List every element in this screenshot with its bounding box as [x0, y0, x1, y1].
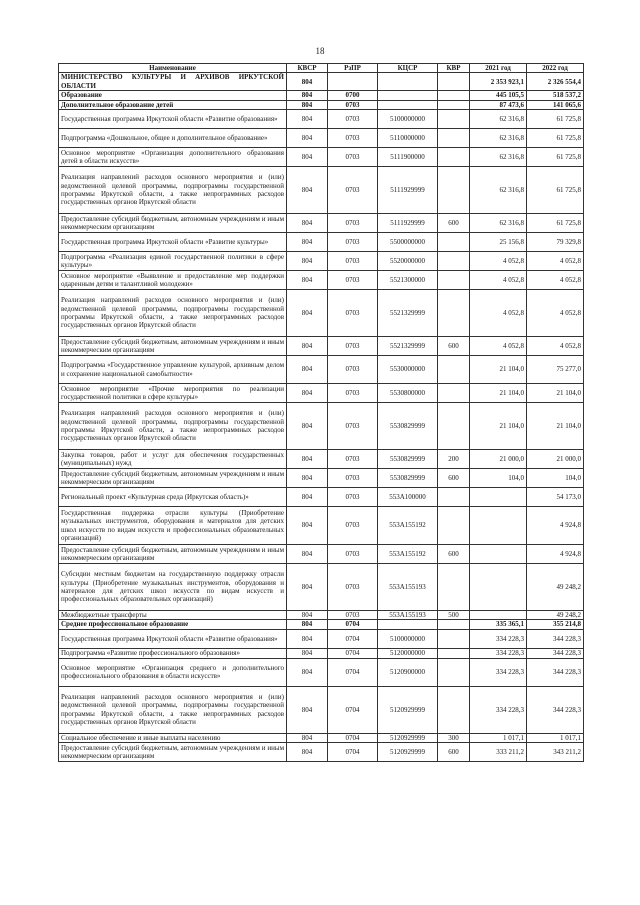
table-row [59, 384, 584, 403]
row-rzpr: 0703 [328, 252, 378, 271]
row-kvsr: 804 [287, 337, 328, 356]
row-name: Подпрограмма «Развитие профессионального образования» [59, 648, 287, 658]
row-2021: 4 052,8 [470, 252, 527, 271]
row-kcsr: 553A155193 [378, 564, 438, 611]
row-name: Предоставление субсидий бюджетным, автономным учреждениям и иным некоммерческим организациям [59, 545, 287, 564]
row-kvr [438, 252, 470, 271]
row-kvr [438, 233, 470, 252]
row-2022: 343 211,2 [527, 743, 584, 762]
row-kvr [438, 686, 470, 733]
header-row [59, 64, 584, 73]
row-2021: 62 316,8 [470, 148, 527, 167]
row-2021: 21 000,0 [470, 450, 527, 469]
row-name: Социальное обеспечение и иные выплаты населению [59, 733, 287, 742]
row-2022: 344 228,3 [527, 658, 584, 686]
row-kvsr: 804 [287, 564, 328, 611]
table-row [59, 488, 584, 507]
row-rzpr: 0703 [328, 214, 378, 233]
row-2022: 21 104,0 [527, 403, 584, 450]
row-kcsr: 5120929999 [378, 686, 438, 733]
row-name: Основное мероприятие «Организация среднего и дополнительного профессионального образования в области искусств» [59, 658, 287, 686]
row-2022: 4 052,8 [527, 337, 584, 356]
row-rzpr: 0703 [328, 384, 378, 403]
row-kcsr [378, 91, 438, 100]
row-name: Подпрограмма «Реализация единой государственной политики в сфере культуры» [59, 252, 287, 271]
row-kvsr: 804 [287, 469, 328, 488]
row-kcsr: 5530000000 [378, 356, 438, 384]
row-2021: 4 052,8 [470, 337, 527, 356]
row-kcsr: 5120900000 [378, 658, 438, 686]
row-kvr: 600 [438, 469, 470, 488]
row-2022: 75 277,0 [527, 356, 584, 384]
table-row [59, 337, 584, 356]
row-rzpr: 0703 [328, 290, 378, 337]
row-2021: 25 156,8 [470, 233, 527, 252]
row-kcsr: 553A155193 [378, 611, 438, 620]
row-2022: 61 725,8 [527, 129, 584, 148]
row-kcsr: 5120000000 [378, 648, 438, 658]
row-kvsr: 804 [287, 110, 328, 129]
row-2021: 334 228,3 [470, 648, 527, 658]
header-2022: 2022 год [527, 64, 584, 73]
header-rzpr: РзПР [328, 64, 378, 73]
row-kvsr: 804 [287, 233, 328, 252]
table-row [59, 629, 584, 648]
row-name: Межбюджетные трансферты [59, 611, 287, 620]
table-row [59, 545, 584, 564]
row-name: Среднее профессиональное образование [59, 620, 287, 629]
header-name: Наименование [59, 64, 287, 73]
row-kvsr: 804 [287, 252, 328, 271]
table-row [59, 611, 584, 620]
row-kvr: 600 [438, 337, 470, 356]
row-2022: 4 052,8 [527, 271, 584, 290]
table-row [59, 356, 584, 384]
row-2021 [470, 507, 527, 545]
table-body [59, 73, 584, 762]
row-kcsr: 553A100000 [378, 488, 438, 507]
row-kvr [438, 129, 470, 148]
row-name: Региональный проект «Культурная среда (Иркутская область)» [59, 488, 287, 507]
row-name: Государственная программа Иркутской области «Развитие образования» [59, 629, 287, 648]
row-kvr [438, 658, 470, 686]
row-kvr [438, 507, 470, 545]
row-2022: 344 228,3 [527, 648, 584, 658]
table-row [59, 73, 584, 91]
row-rzpr: 0703 [328, 403, 378, 450]
row-kvsr: 804 [287, 271, 328, 290]
row-2022: 21 000,0 [527, 450, 584, 469]
row-rzpr: 0703 [328, 167, 378, 214]
row-kcsr: 5530800000 [378, 384, 438, 403]
row-2021: 62 316,8 [470, 129, 527, 148]
row-name: Образование [59, 91, 287, 100]
row-kvr [438, 620, 470, 629]
row-kcsr: 5521329999 [378, 337, 438, 356]
row-rzpr: 0703 [328, 129, 378, 148]
row-name: Государственная программа Иркутской области «Развитие образования» [59, 110, 287, 129]
row-2021: 333 211,2 [470, 743, 527, 762]
table-row [59, 743, 584, 762]
row-kvsr: 804 [287, 290, 328, 337]
table-row [59, 507, 584, 545]
row-kcsr [378, 620, 438, 629]
row-kvr: 600 [438, 214, 470, 233]
row-rzpr: 0703 [328, 450, 378, 469]
row-2022: 4 052,8 [527, 252, 584, 271]
row-rzpr: 0703 [328, 148, 378, 167]
row-kcsr: 5530829999 [378, 450, 438, 469]
row-name: Закупка товаров, работ и услуг для обеспечения государственных (муниципальных) нужд [59, 450, 287, 469]
row-rzpr: 0703 [328, 271, 378, 290]
page-number: 18 [315, 46, 325, 56]
table-row [59, 214, 584, 233]
row-rzpr: 0704 [328, 658, 378, 686]
row-2021: 62 316,8 [470, 110, 527, 129]
row-name: Предоставление субсидий бюджетным, автономным учреждениям и иным некоммерческим организациям [59, 214, 287, 233]
row-2021: 335 365,1 [470, 620, 527, 629]
row-2021: 62 316,8 [470, 214, 527, 233]
row-kvr [438, 73, 470, 91]
row-kvr [438, 110, 470, 129]
row-rzpr: 0700 [328, 91, 378, 100]
row-2022: 61 725,8 [527, 110, 584, 129]
row-2021: 21 104,0 [470, 384, 527, 403]
table-row [59, 403, 584, 450]
row-2021: 62 316,8 [470, 167, 527, 214]
header-2021: 2021 год [470, 64, 527, 73]
row-kcsr: 5530829999 [378, 403, 438, 450]
row-kvr [438, 629, 470, 648]
row-2021: 87 473,6 [470, 100, 527, 109]
row-name: Основное мероприятие «Организация дополнительного образования детей в области искусств» [59, 148, 287, 167]
row-2022: 61 725,8 [527, 167, 584, 214]
row-kcsr [378, 73, 438, 91]
row-2021: 334 228,3 [470, 658, 527, 686]
row-kcsr: 5520000000 [378, 252, 438, 271]
row-rzpr: 0704 [328, 733, 378, 742]
row-kcsr [378, 100, 438, 109]
row-kcsr: 5521329999 [378, 290, 438, 337]
row-rzpr: 0704 [328, 629, 378, 648]
row-name: Дополнительное образование детей [59, 100, 287, 109]
row-rzpr: 0703 [328, 337, 378, 356]
row-name: Предоставление субсидий бюджетным, автономным учреждениям и иным некоммерческим организациям [59, 743, 287, 762]
row-kcsr: 553A155192 [378, 545, 438, 564]
row-kvr [438, 564, 470, 611]
row-kvr [438, 648, 470, 658]
row-rzpr: 0703 [328, 356, 378, 384]
header-kvr: КВР [438, 64, 470, 73]
row-kvsr: 804 [287, 686, 328, 733]
row-name: МИНИСТЕРСТВО КУЛЬТУРЫ И АРХИВОВ ИРКУТСКОЙ ОБЛАСТИ [59, 73, 287, 91]
row-2022: 1 017,1 [527, 733, 584, 742]
row-rzpr: 0703 [328, 233, 378, 252]
row-2022: 344 228,3 [527, 686, 584, 733]
row-kvsr: 804 [287, 403, 328, 450]
row-2022: 61 725,8 [527, 148, 584, 167]
row-kvr: 500 [438, 611, 470, 620]
table-row [59, 620, 584, 629]
row-kcsr: 553A155192 [378, 507, 438, 545]
row-kvr [438, 384, 470, 403]
row-kcsr: 5111929999 [378, 214, 438, 233]
row-2021: 104,0 [470, 469, 527, 488]
row-kcsr: 5100000000 [378, 629, 438, 648]
table-row [59, 658, 584, 686]
row-2022: 61 725,8 [527, 214, 584, 233]
table-row [59, 686, 584, 733]
row-kcsr: 5521300000 [378, 271, 438, 290]
row-kvsr: 804 [287, 384, 328, 403]
row-kvr [438, 403, 470, 450]
row-kvsr: 804 [287, 356, 328, 384]
row-kvsr: 804 [287, 91, 328, 100]
row-name: Предоставление субсидий бюджетным, автономным учреждениям и иным некоммерческим организациям [59, 337, 287, 356]
row-2022: 4 924,8 [527, 545, 584, 564]
row-name: Реализация направлений расходов основного мероприятия и (или) ведомственной целевой программы, подпрограммы государственной программы Иркутской области, а также непрограммных расходов государственных органов Иркутской области [59, 403, 287, 450]
row-2021: 21 104,0 [470, 403, 527, 450]
row-kcsr: 5100000000 [378, 110, 438, 129]
row-2022: 2 326 554,4 [527, 73, 584, 91]
row-kvr [438, 167, 470, 214]
header-kvsr: КВСР [287, 64, 328, 73]
row-2021 [470, 488, 527, 507]
row-2022: 344 228,3 [527, 629, 584, 648]
row-kvsr: 804 [287, 214, 328, 233]
row-2022: 21 104,0 [527, 384, 584, 403]
header-kcsr: КЦСР [378, 64, 438, 73]
row-kvr: 300 [438, 733, 470, 742]
row-name: Основное мероприятие «Выявление и предоставление мер поддержки одаренным детям и талантливой молодежи» [59, 271, 287, 290]
row-name: Подпрограмма «Государственное управление культурой, архивным делом и сохранение национальной самобытности» [59, 356, 287, 384]
row-kvsr: 804 [287, 545, 328, 564]
row-rzpr: 0703 [328, 564, 378, 611]
row-2022: 49 248,2 [527, 564, 584, 611]
row-kcsr: 5111900000 [378, 148, 438, 167]
row-2021: 334 228,3 [470, 686, 527, 733]
table-row [59, 733, 584, 742]
table-row [59, 648, 584, 658]
row-2021 [470, 611, 527, 620]
table-row [59, 564, 584, 611]
row-2022: 141 065,6 [527, 100, 584, 109]
row-kcsr: 5111929999 [378, 167, 438, 214]
row-name: Государственная поддержка отрасли культуры (Приобретение музыкальных инструментов, оборудования и материалов для детских школ искусств по видам искусств и профессиональных образовательных организаций) [59, 507, 287, 545]
row-kvsr: 804 [287, 129, 328, 148]
row-kvsr: 804 [287, 629, 328, 648]
row-kvr [438, 91, 470, 100]
row-rzpr: 0703 [328, 469, 378, 488]
row-kvsr: 804 [287, 488, 328, 507]
row-rzpr: 0704 [328, 743, 378, 762]
row-kcsr: 5500000000 [378, 233, 438, 252]
row-kcsr: 5110000000 [378, 129, 438, 148]
budget-table [58, 63, 584, 762]
row-kvr: 600 [438, 545, 470, 564]
row-kvsr: 804 [287, 620, 328, 629]
row-kvsr: 804 [287, 148, 328, 167]
row-name: Предоставление субсидий бюджетным, автономным учреждениям и иным некоммерческим организациям [59, 469, 287, 488]
row-2022: 104,0 [527, 469, 584, 488]
row-2021: 1 017,1 [470, 733, 527, 742]
table-row [59, 469, 584, 488]
row-rzpr [328, 73, 378, 91]
table-row [59, 450, 584, 469]
row-2022: 4 924,8 [527, 507, 584, 545]
row-name: Подпрограмма «Дошкольное, общее и дополнительное образование» [59, 129, 287, 148]
table-row [59, 110, 584, 129]
row-2021: 4 052,8 [470, 271, 527, 290]
row-kvr: 600 [438, 743, 470, 762]
row-kvr [438, 100, 470, 109]
table-row [59, 167, 584, 214]
row-2022: 355 214,8 [527, 620, 584, 629]
row-2022: 4 052,8 [527, 290, 584, 337]
row-2021 [470, 545, 527, 564]
table-row [59, 100, 584, 109]
row-kvr [438, 488, 470, 507]
row-rzpr: 0704 [328, 648, 378, 658]
row-2021: 334 228,3 [470, 629, 527, 648]
table-row [59, 252, 584, 271]
row-2022: 54 173,0 [527, 488, 584, 507]
row-rzpr: 0703 [328, 100, 378, 109]
row-kvr [438, 148, 470, 167]
row-rzpr: 0704 [328, 620, 378, 629]
row-kvr [438, 356, 470, 384]
table-row [59, 233, 584, 252]
row-name: Основное мероприятие «Прочие мероприятия по реализации государственной политики в сфере культуры» [59, 384, 287, 403]
row-kvsr: 804 [287, 73, 328, 91]
row-rzpr: 0703 [328, 507, 378, 545]
row-rzpr: 0703 [328, 611, 378, 620]
row-name: Реализация направлений расходов основного мероприятия и (или) ведомственной целевой программы, подпрограммы государственной программы Иркутской области, а также непрограммных расходов государственных органов Иркутской области [59, 686, 287, 733]
row-kcsr: 5120929999 [378, 743, 438, 762]
row-kvsr: 804 [287, 611, 328, 620]
row-rzpr: 0704 [328, 686, 378, 733]
row-2021: 2 353 923,1 [470, 73, 527, 91]
row-kvsr: 804 [287, 733, 328, 742]
row-2021 [470, 564, 527, 611]
row-kvsr: 804 [287, 167, 328, 214]
row-name: Субсидии местным бюджетам на государственную поддержку отрасли культуры (Приобретение музыкальных инструментов, оборудования и материалов для детских школ искусств по видам искусств и профессиональных образовательных организаций) [59, 564, 287, 611]
row-kvr [438, 271, 470, 290]
row-kvsr: 804 [287, 658, 328, 686]
table-row [59, 290, 584, 337]
table-row [59, 91, 584, 100]
row-kvsr: 804 [287, 507, 328, 545]
table-row [59, 271, 584, 290]
table-row [59, 148, 584, 167]
row-2021: 445 105,5 [470, 91, 527, 100]
row-name: Государственная программа Иркутской области «Развитие культуры» [59, 233, 287, 252]
row-2021: 4 052,8 [470, 290, 527, 337]
row-name: Реализация направлений расходов основного мероприятия и (или) ведомственной целевой программы, подпрограммы государственной программы Иркутской области, а также непрограммных расходов государственных органов Иркутской области [59, 290, 287, 337]
row-kcsr: 5120929999 [378, 733, 438, 742]
row-kvr [438, 290, 470, 337]
row-rzpr: 0703 [328, 488, 378, 507]
row-kvsr: 804 [287, 743, 328, 762]
row-2021: 21 104,0 [470, 356, 527, 384]
row-kvr: 200 [438, 450, 470, 469]
row-2022: 49 248,2 [527, 611, 584, 620]
row-2022: 79 329,8 [527, 233, 584, 252]
row-rzpr: 0703 [328, 110, 378, 129]
row-kvsr: 804 [287, 100, 328, 109]
row-name: Реализация направлений расходов основного мероприятия и (или) ведомственной целевой программы, подпрограммы государственной программы Иркутской области, а также непрограммных расходов государственных органов Иркутской области [59, 167, 287, 214]
row-kvsr: 804 [287, 450, 328, 469]
row-kvsr: 804 [287, 648, 328, 658]
row-kcsr: 5530829999 [378, 469, 438, 488]
table-row [59, 129, 584, 148]
row-rzpr: 0703 [328, 545, 378, 564]
row-2022: 518 537,2 [527, 91, 584, 100]
